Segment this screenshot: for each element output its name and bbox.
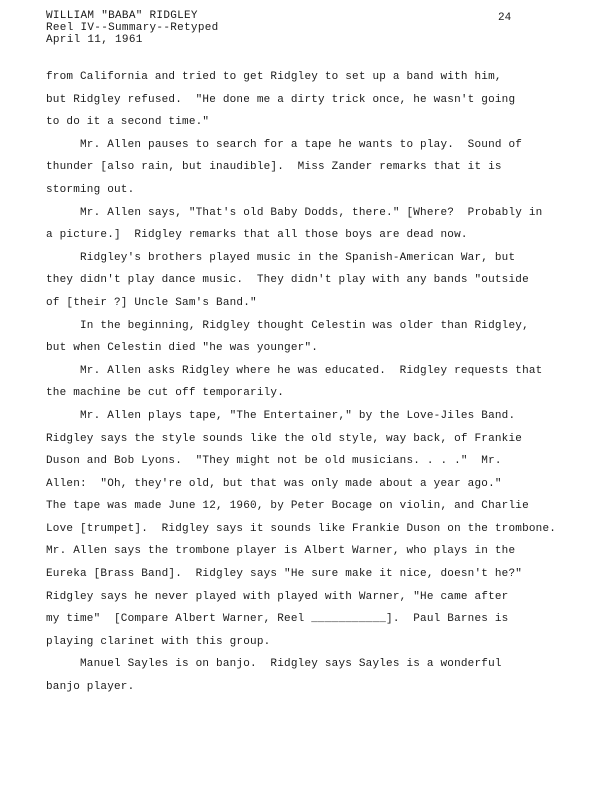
header-reel-info: Reel IV--Summary--Retyped xyxy=(46,22,219,34)
text-line: from California and tried to get Ridgley to set up a band with him, xyxy=(46,71,502,83)
text-line: Love [trumpet]. Ridgley says it sounds like Frankie Duson on the trombone. xyxy=(46,522,557,535)
text-line: The tape was made June 12, 1960, by Peter Bocage on violin, and Charlie xyxy=(46,500,529,513)
text-line: Mr. Allen asks Ridgley where he was educated. Ridgley requests that xyxy=(46,364,543,377)
text-line: playing clarinet with this group. xyxy=(46,635,271,648)
text-line: but Ridgley refused. "He done me a dirty trick once, he wasn't going xyxy=(46,93,516,106)
text-line: banjo player. xyxy=(46,681,135,694)
text-line: Eureka [Brass Band]. Ridgley says "He sure make it nice, doesn't he?" xyxy=(46,568,523,581)
text-line: my time" [Compare Albert Warner, Reel ___________]. Paul Barnes is xyxy=(46,613,509,626)
text-line: storming out. xyxy=(46,183,135,196)
text-line: thunder [also rain, but inaudible]. Miss Zander remarks that it is xyxy=(46,161,502,174)
header-date: April 11, 1961 xyxy=(46,34,143,46)
text-line: Ridgley's brothers played music in the Spanish-American War, but xyxy=(46,251,516,264)
text-line: Mr. Allen says the trombone player is Albert Warner, who plays in the xyxy=(46,545,516,558)
text-line: but when Celestin died "he was younger". xyxy=(46,342,319,355)
document-header xyxy=(46,10,219,46)
text-line: Mr. Allen says, "That's old Baby Dodds, there." [Where? Probably in xyxy=(46,206,543,219)
text-line: Mr. Allen plays tape, "The Entertainer," by the Love-Jiles Band. xyxy=(46,409,516,422)
text-line: they didn't play dance music. They didn't play with any bands "outside xyxy=(46,274,529,287)
text-line: Allen: "Oh, they're old, but that was only made about a year ago." xyxy=(46,477,502,490)
text-line: In the beginning, Ridgley thought Celestin was older than Ridgley, xyxy=(46,319,529,332)
text-line: Manuel Sayles is on banjo. Ridgley says Sayles is a wonderful xyxy=(46,658,502,671)
text-line: to do it a second time." xyxy=(46,116,210,129)
page-number: 24 xyxy=(498,12,512,24)
summary-body xyxy=(46,66,566,699)
text-line: a picture.] Ridgley remarks that all those boys are dead now. xyxy=(46,229,468,242)
text-line: Ridgley says the style sounds like the old style, way back, of Frankie xyxy=(46,432,523,445)
text-line: the machine be cut off temporarily. xyxy=(46,387,285,400)
text-line: Ridgley says he never played with played with Warner, "He came after xyxy=(46,590,509,603)
text-line: Duson and Bob Lyons. "They might not be old musicians. . . ." Mr. xyxy=(46,455,502,468)
text-line: Mr. Allen pauses to search for a tape he wants to play. Sound of xyxy=(46,138,523,151)
header-interviewee-name: WILLIAM "BABA" RIDGLEY xyxy=(46,10,198,22)
text-line: of [their ?] Uncle Sam's Band." xyxy=(46,296,257,309)
